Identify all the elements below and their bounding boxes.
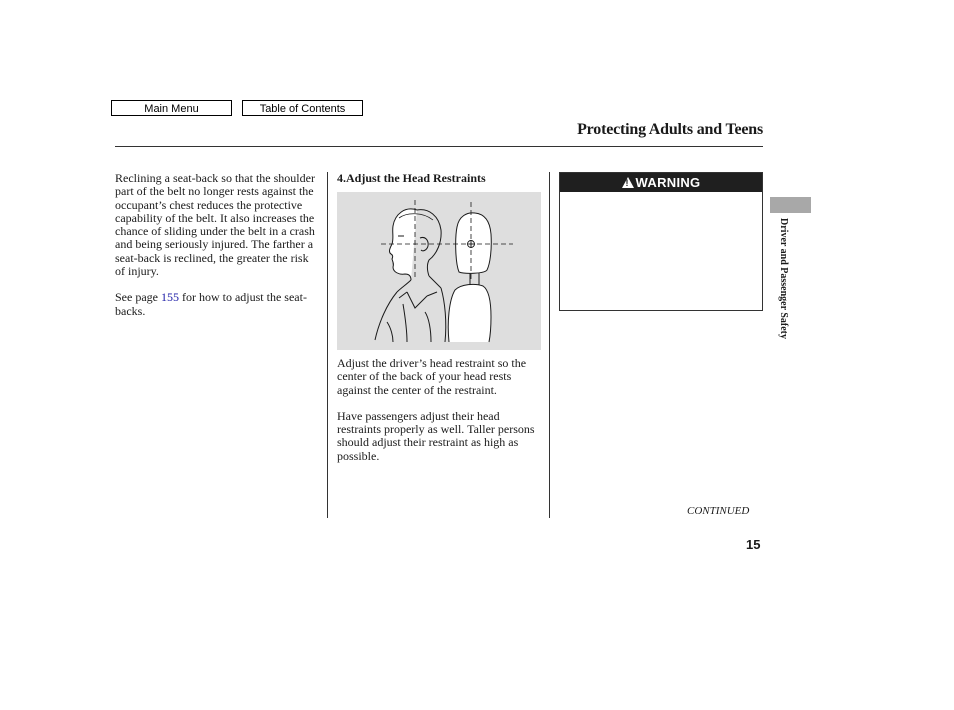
see-page-paragraph [115,291,320,318]
page-155-link[interactable]: 155 [160,290,179,305]
reclining-paragraph: Reclining a seat-back so that the shoulder part of the belt no longer rests against the occupant’s chest reduces the protective capability of the belt. It also increases the chance of sliding under the belt in a crash and being seriously injured. The farther a seat-back is reclined, the greater the risk of injury. [115,171,315,279]
column-divider-1 [327,172,328,518]
warning-box [559,172,763,311]
title-divider [115,146,763,147]
see-page-prefix: See page [115,290,161,305]
middle-column [337,172,542,191]
warning-header [560,173,762,192]
section-tab-label: Driver and Passenger Safety [778,218,789,340]
page-number: 15 [746,537,761,552]
table-of-contents-button[interactable]: Table of Contents [242,100,363,116]
main-menu-button[interactable]: Main Menu [111,100,232,116]
driver-restraint-paragraph: Adjust the driver’s head restraint so the center of the back of your head rests against the center of the restraint. [337,356,527,397]
head-restraint-drawing [337,192,541,350]
page-title: Protecting Adults and Teens [577,121,763,138]
head-restraint-illustration [337,192,541,350]
head-restraint-instructions [337,357,542,476]
section-heading: 4.Adjust the Head Restraints [337,171,486,185]
continued-label: CONTINUED [687,505,750,517]
column-divider-2 [549,172,550,518]
left-column [115,172,320,331]
section-tab-marker [770,197,811,213]
warning-label: WARNING [635,175,701,190]
warning-triangle-icon [622,177,634,188]
see-page-suffix: for how to adjust the seat-backs. [115,290,307,318]
passenger-restraint-paragraph: Have passengers adjust their head restraints properly as well. Taller persons should adjust their restraint as high as possible. [337,408,535,463]
